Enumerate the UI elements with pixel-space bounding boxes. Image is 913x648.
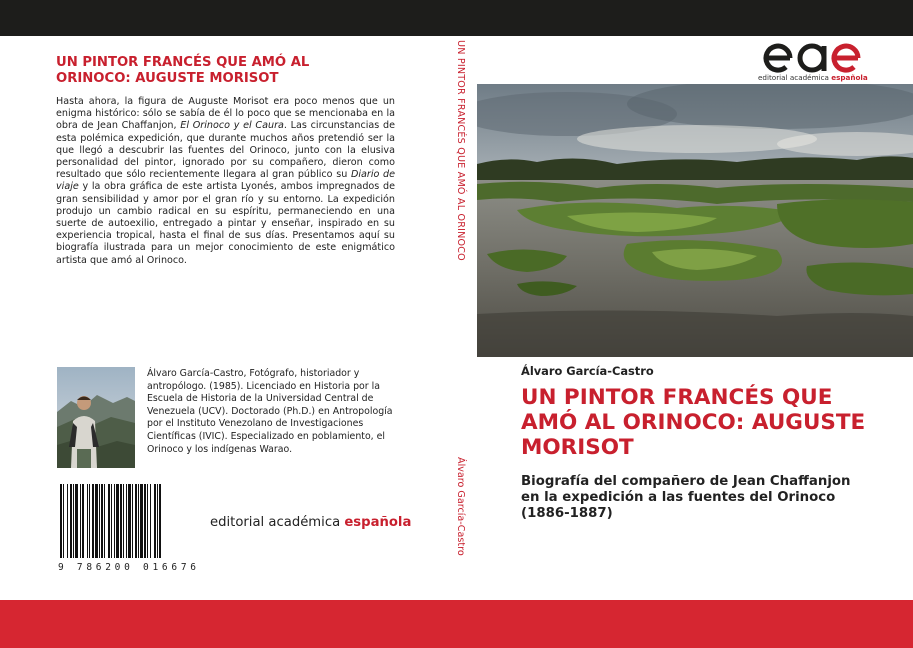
barcode-bar xyxy=(95,484,98,558)
barcode-bar xyxy=(116,484,119,558)
bottom-red-band xyxy=(0,600,913,648)
barcode-bar xyxy=(92,484,94,558)
barcode-bar xyxy=(89,484,90,558)
blurb-part-2: . Las circunstancias de esta polémica expedición, que durante muchos años pretendió ser la que llegó a descubrir las fuentes del Orinoco, junto con la elusiva personalidad del pintor, ignorado por su compañero, dieron como resultado que sólo recientemente llegara al gran público su xyxy=(56,120,395,181)
top-dark-band xyxy=(0,0,913,36)
barcode-bar xyxy=(126,484,127,558)
front-cover-title: UN PINTOR FRANCÉS QUE AMÓ AL ORINOCO: AUGUSTE MORISOT xyxy=(521,385,866,460)
barcode-bar xyxy=(80,484,81,558)
front-cover-author: Álvaro García-Castro xyxy=(521,364,654,378)
front-cover-subtitle: Biografía del compañero de Jean Chaffanjon en la expedición a las fuentes del Orinoco (1886-1887) xyxy=(521,474,851,521)
spine-title: UN PINTOR FRANCÉS QUE AMÓ AL ORINOCO xyxy=(455,40,466,261)
barcode-bar xyxy=(157,484,158,558)
barcode-bar xyxy=(159,484,161,558)
back-title-line-1: UN PINTOR FRANCÉS QUE AMÓ AL xyxy=(56,55,310,70)
orinoco-river-photo xyxy=(477,84,913,357)
publisher-name-accent: española xyxy=(344,515,412,530)
barcode-bar xyxy=(120,484,122,558)
logo-caption-plain: editorial académica xyxy=(758,73,832,82)
barcode-bar xyxy=(111,484,112,558)
publisher-name-back xyxy=(210,515,411,530)
barcode-bar xyxy=(104,484,105,558)
barcode-bar xyxy=(114,484,115,558)
back-cover-blurb xyxy=(56,96,395,267)
barcode-bar xyxy=(128,484,131,558)
barcode-bar xyxy=(108,484,110,558)
logo-caption-accent: española xyxy=(831,73,868,82)
barcode-bar xyxy=(135,484,137,558)
barcode-bar xyxy=(132,484,133,558)
barcode-bar xyxy=(154,484,156,558)
barcode-bar xyxy=(63,484,64,558)
barcode-bar xyxy=(99,484,100,558)
back-cover-title xyxy=(56,55,401,87)
blurb-book-title-2: Diario de viaje xyxy=(56,169,395,193)
barcode-bar xyxy=(75,484,78,558)
isbn-barcode xyxy=(56,482,200,572)
isbn-digits: 9 786200 016676 xyxy=(58,562,196,572)
logo-caption xyxy=(758,73,868,82)
barcode-bar xyxy=(87,484,88,558)
blurb-book-title-1: El Orinoco y el Caura xyxy=(180,120,284,132)
barcode-bar xyxy=(138,484,139,558)
barcode-bar xyxy=(144,484,146,558)
barcode-bar xyxy=(150,484,151,558)
barcode-bar xyxy=(70,484,72,558)
publisher-name-plain: editorial académica xyxy=(210,515,345,530)
author-photo xyxy=(57,367,135,468)
barcode-bar xyxy=(82,484,84,558)
blurb-part-1: Hasta ahora, la figura de Auguste Morisot era poco menos que un enigma histórico: sólo se sabía de él lo poco que se mencionaba en la obra de Jean Chaffanjon, xyxy=(56,96,395,132)
spine-author: Álvaro García-Castro xyxy=(455,457,466,556)
author-biography: Álvaro García-Castro, Fotógrafo, historiador y antropólogo. (1985). Licenciado en Historia por la Escuela de Historia de la Universidad Central de Venezuela (UCV). Doctorado (Ph.D.) en Antropología por el Instituto Venezolano de Investigaciones Científicas (IVIC). Especializado en poblamiento, el Orinoco y los indígenas Warao. xyxy=(147,368,393,455)
blurb-part-3: y la obra gráfica de este artista Lyonés, ambos impregnados de gran sensibilidad y amor por el gran río y su entorno. La expedición produjo un cambio radical en su espíritu, permaneciendo en una suerte de autoexilio, entregado a pintar y enseñar, inspirado en su experiencia tropical, hasta el final de sus días. Presentamos aquí su biografía ilustrada para un mejor conocimiento de este enigmático artista que amó al Orinoco. xyxy=(56,181,395,266)
back-title-line-2: ORINOCO: AUGUSTE MORISOT xyxy=(56,71,279,86)
barcode-bar xyxy=(73,484,74,558)
barcode-bar xyxy=(123,484,124,558)
barcode-bar xyxy=(60,484,62,558)
barcode-bar xyxy=(67,484,68,558)
barcode-bar xyxy=(147,484,148,558)
barcode-bar xyxy=(140,484,143,558)
barcode-bar xyxy=(101,484,103,558)
